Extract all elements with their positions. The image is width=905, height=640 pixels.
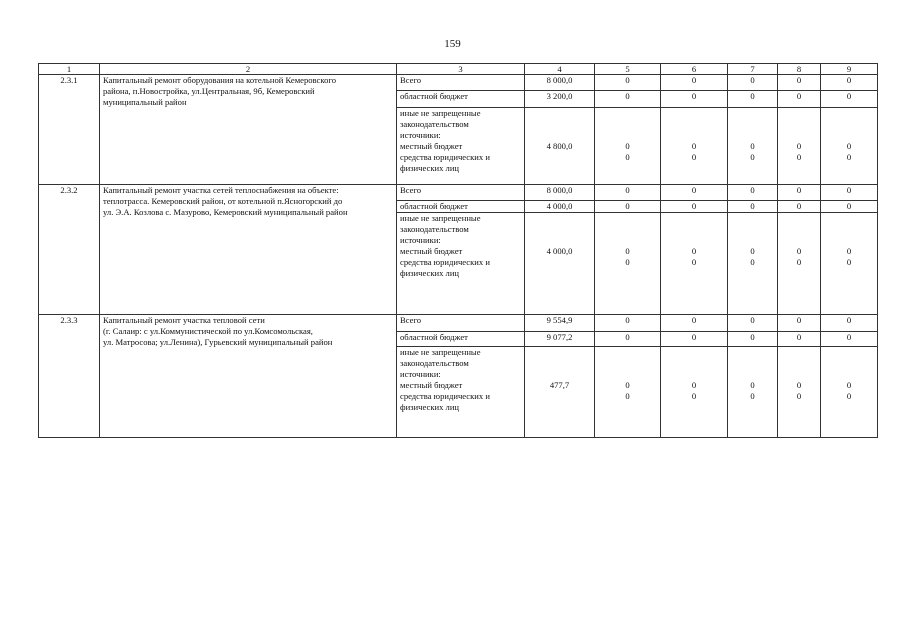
- source-label-line: средства юридических и: [400, 152, 490, 162]
- legal-entities-value: 0: [796, 152, 802, 162]
- column-number: 4: [525, 64, 595, 75]
- amount-cell: 3 200,0: [525, 91, 595, 108]
- item-description: [100, 75, 397, 185]
- year-value-cell: 0: [728, 201, 778, 213]
- source-label-line: местный бюджет: [400, 141, 463, 151]
- source-label-line: физических лиц: [400, 402, 460, 412]
- local-budget-value: 0: [625, 141, 630, 151]
- year-value-cell: 0: [595, 201, 661, 213]
- local-budget-value: 0: [691, 380, 697, 390]
- item-description: [100, 315, 397, 438]
- local-budget-value: 0: [691, 246, 697, 256]
- item-description: [100, 185, 397, 315]
- year-value-cell: 0: [595, 91, 661, 108]
- column-number: 7: [728, 64, 778, 75]
- year-value-cell: [778, 347, 821, 438]
- year-value-cell: [728, 213, 778, 315]
- source-label-line: законодательством: [400, 358, 469, 368]
- year-value-cell: 0: [821, 201, 878, 213]
- legal-entities-value: 0: [625, 257, 630, 267]
- year-value-cell: [595, 108, 661, 185]
- legal-entities-value: 0: [625, 391, 630, 401]
- description-line: муниципальный район: [103, 97, 187, 107]
- year-value-cell: 0: [821, 185, 878, 201]
- year-value-cell: [728, 347, 778, 438]
- year-value-cell: 0: [595, 185, 661, 201]
- item-code: 2.3.1: [39, 75, 100, 185]
- source-label-line: законодательством: [400, 224, 469, 234]
- year-value-cell: [661, 108, 728, 185]
- source-label-line: местный бюджет: [400, 246, 463, 256]
- source-label-line: физических лиц: [400, 163, 460, 173]
- year-value-cell: [595, 213, 661, 315]
- legal-entities-value: 0: [846, 257, 852, 267]
- year-value-cell: 0: [661, 315, 728, 332]
- legal-entities-value: 0: [625, 152, 630, 162]
- year-value-cell: [778, 108, 821, 185]
- local-budget-value: 0: [846, 246, 852, 256]
- source-label-line: иные не запрещенные: [400, 347, 481, 357]
- year-value-cell: [595, 347, 661, 438]
- year-value-cell: 0: [778, 201, 821, 213]
- legal-entities-value: 0: [691, 391, 697, 401]
- year-value-cell: [661, 347, 728, 438]
- year-value-cell: 0: [728, 315, 778, 332]
- column-number: 6: [661, 64, 728, 75]
- page-number: 159: [444, 38, 461, 50]
- year-value-cell: 0: [728, 75, 778, 91]
- source-label-line: средства юридических и: [400, 391, 490, 401]
- year-value-cell: 0: [778, 91, 821, 108]
- year-value-cell: [778, 213, 821, 315]
- source-label: Всего: [397, 185, 525, 201]
- source-label-line: источники:: [400, 130, 441, 140]
- local-budget-value: 0: [750, 141, 755, 151]
- legal-entities-value: 0: [691, 257, 697, 267]
- source-label-line: законодательством: [400, 119, 469, 129]
- source-label: областной бюджет: [397, 91, 525, 108]
- description-line: района, п.Новостройка, ул.Центральная, 9б, Кемеровский: [103, 86, 315, 96]
- local-budget-value: 0: [625, 380, 630, 390]
- table-row: [39, 75, 878, 91]
- year-value-cell: [821, 213, 878, 315]
- amount-value: 477,7: [549, 380, 570, 390]
- column-number-row: [39, 64, 878, 75]
- year-value-cell: 0: [778, 315, 821, 332]
- year-value-cell: 0: [778, 332, 821, 347]
- year-value-cell: 0: [661, 201, 728, 213]
- amount-value: 4 800,0: [546, 141, 573, 151]
- year-value-cell: 0: [661, 332, 728, 347]
- local-budget-value: 0: [625, 246, 630, 256]
- local-budget-value: 0: [846, 141, 852, 151]
- amount-cell: 9 554,9: [525, 315, 595, 332]
- year-value-cell: 0: [728, 91, 778, 108]
- source-label-line: иные не запрещенные: [400, 213, 481, 223]
- column-number: 5: [595, 64, 661, 75]
- legal-entities-value: 0: [750, 391, 755, 401]
- amount-cell: 4 000,0: [525, 201, 595, 213]
- local-budget-value: 0: [846, 380, 852, 390]
- local-budget-value: 0: [691, 141, 697, 151]
- source-label-line: источники:: [400, 235, 441, 245]
- local-budget-value: 0: [796, 246, 802, 256]
- year-value-cell: 0: [778, 185, 821, 201]
- funding-table: [38, 63, 878, 438]
- source-label: [397, 108, 525, 185]
- column-number: 1: [39, 64, 100, 75]
- description-line: Капитальный ремонт оборудования на котельной Кемеровского: [103, 75, 337, 85]
- local-budget-value: 0: [796, 380, 802, 390]
- legal-entities-value: 0: [846, 152, 852, 162]
- column-number: 3: [397, 64, 525, 75]
- description-line: ул. Э.А. Козлова с. Мазурово, Кемеровский муниципальный район: [103, 207, 348, 217]
- amount-cell: 8 000,0: [525, 75, 595, 91]
- source-label: [397, 347, 525, 438]
- description-line: ул. Матросова; ул.Ленина), Гурьевский муниципальный район: [103, 337, 333, 347]
- source-label-line: иные не запрещенные: [400, 108, 481, 118]
- year-value-cell: 0: [821, 332, 878, 347]
- amount-cell: [525, 213, 595, 315]
- description-line: Капитальный ремонт участка сетей теплоснабжения на объекте:: [103, 185, 339, 195]
- year-value-cell: 0: [821, 91, 878, 108]
- column-number: 9: [821, 64, 878, 75]
- year-value-cell: 0: [595, 332, 661, 347]
- year-value-cell: 0: [661, 185, 728, 201]
- legal-entities-value: 0: [796, 257, 802, 267]
- item-code: 2.3.3: [39, 315, 100, 438]
- amount-cell: [525, 347, 595, 438]
- year-value-cell: 0: [821, 315, 878, 332]
- amount-cell: 9 077,2: [525, 332, 595, 347]
- year-value-cell: [821, 347, 878, 438]
- year-value-cell: [821, 108, 878, 185]
- source-label-line: средства юридических и: [400, 257, 490, 267]
- year-value-cell: 0: [595, 75, 661, 91]
- legal-entities-value: 0: [796, 391, 802, 401]
- legal-entities-value: 0: [750, 152, 755, 162]
- description-line: теплотрасса. Кемеровский район, от котельной п.Ясногорский до: [103, 196, 343, 206]
- source-label: областной бюджет: [397, 332, 525, 347]
- year-value-cell: 0: [595, 315, 661, 332]
- source-label-line: источники:: [400, 369, 441, 379]
- local-budget-value: 0: [750, 380, 755, 390]
- source-label-line: физических лиц: [400, 268, 460, 278]
- legal-entities-value: 0: [691, 152, 697, 162]
- local-budget-value: 0: [796, 141, 802, 151]
- table-row: [39, 185, 878, 201]
- source-label: Всего: [397, 315, 525, 332]
- year-value-cell: 0: [728, 332, 778, 347]
- year-value-cell: [728, 108, 778, 185]
- local-budget-value: 0: [750, 246, 755, 256]
- column-number: 8: [778, 64, 821, 75]
- legal-entities-value: 0: [846, 391, 852, 401]
- source-label: Всего: [397, 75, 525, 91]
- amount-value: 4 000,0: [546, 246, 573, 256]
- legal-entities-value: 0: [750, 257, 755, 267]
- table-row: [39, 315, 878, 332]
- source-label: [397, 213, 525, 315]
- year-value-cell: 0: [661, 91, 728, 108]
- description-line: Капитальный ремонт участка тепловой сети: [103, 315, 265, 325]
- year-value-cell: [661, 213, 728, 315]
- year-value-cell: 0: [778, 75, 821, 91]
- item-code: 2.3.2: [39, 185, 100, 315]
- description-line: (г. Салаир: с ул.Коммунистической по ул.Комсомольская,: [103, 326, 313, 336]
- column-number: 2: [100, 64, 397, 75]
- amount-cell: [525, 108, 595, 185]
- amount-cell: 8 000,0: [525, 185, 595, 201]
- source-label-line: местный бюджет: [400, 380, 463, 390]
- year-value-cell: 0: [821, 75, 878, 91]
- year-value-cell: 0: [728, 185, 778, 201]
- source-label: областной бюджет: [397, 201, 525, 213]
- year-value-cell: 0: [661, 75, 728, 91]
